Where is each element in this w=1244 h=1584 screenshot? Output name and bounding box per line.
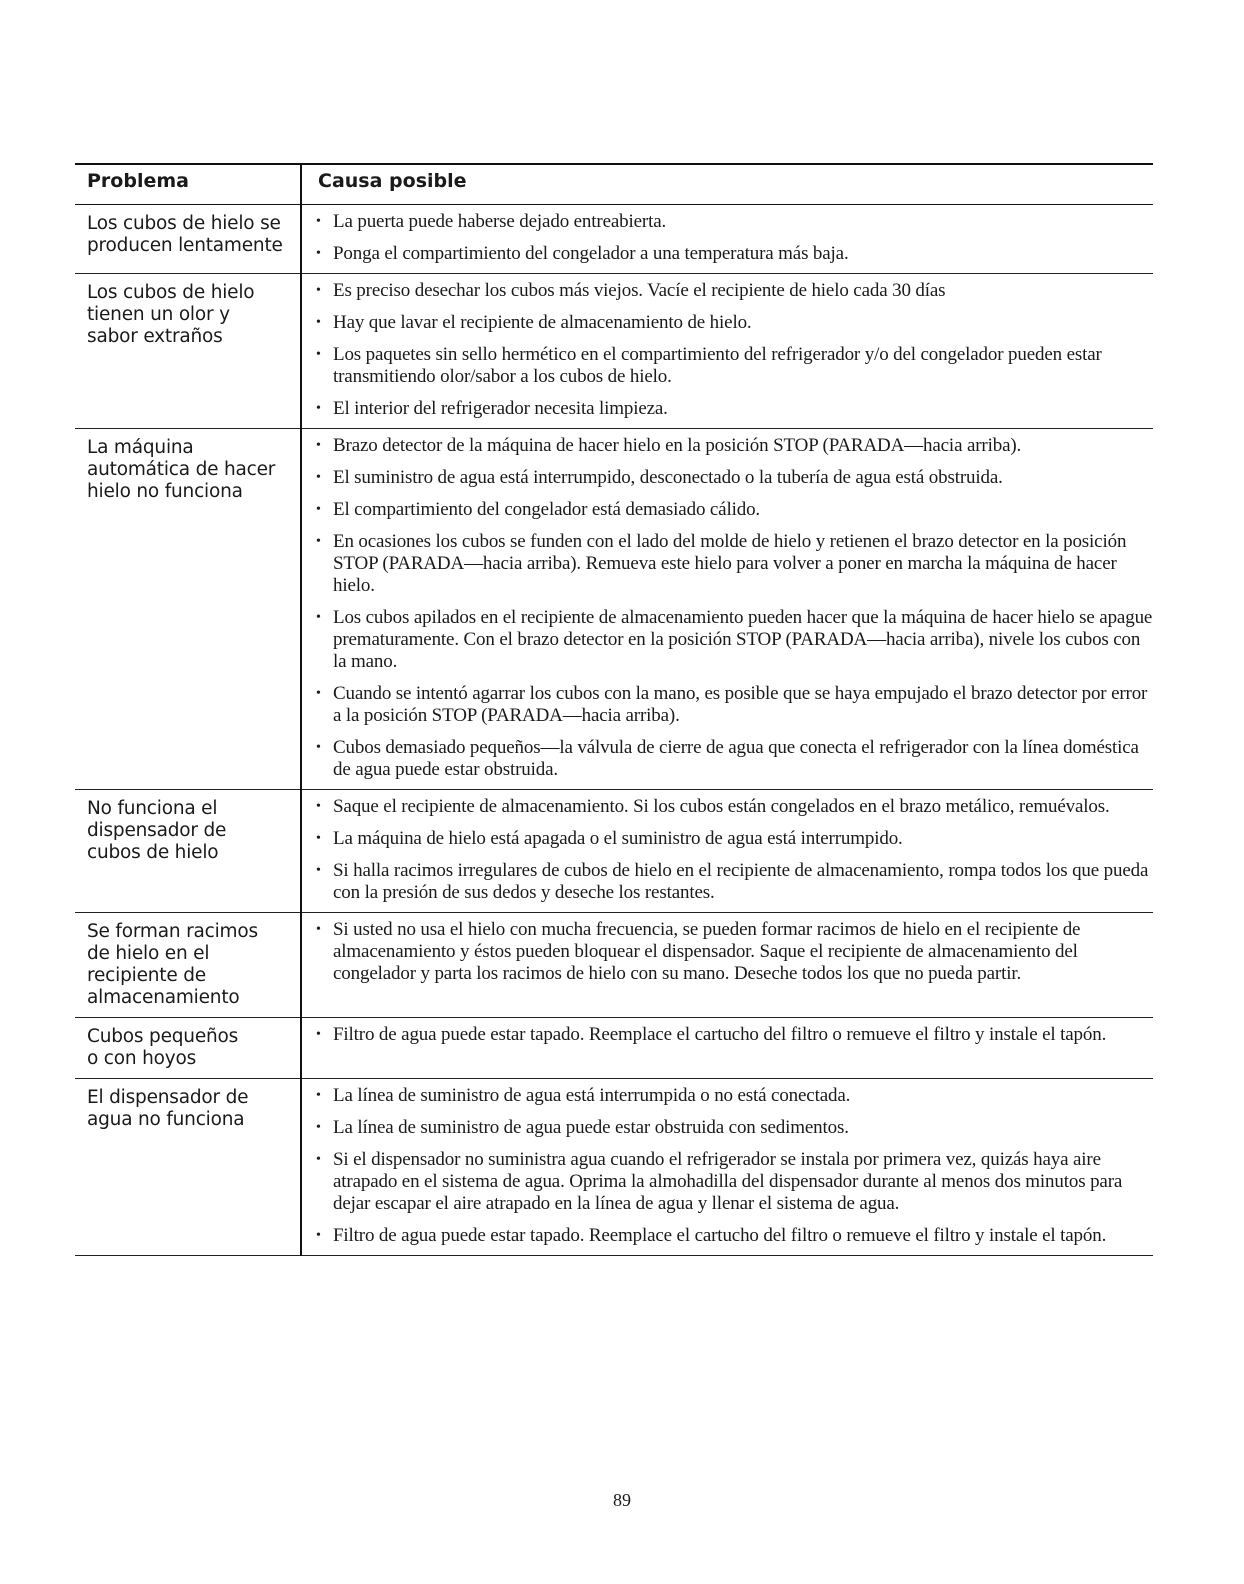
cause-item [316, 1085, 1153, 1107]
problem-cell: Los cubos de hielo tienen un olor y sabor extraños [75, 274, 301, 429]
table-row [75, 429, 1153, 790]
problem-cell: La máquina automática de hacer hielo no funciona [75, 429, 301, 790]
cause-item [316, 737, 1153, 781]
cause-text: El suministro de agua está interrumpido, desconectado o la tubería de agua está obstruida. [333, 467, 1003, 488]
table-row [75, 913, 1153, 1018]
bullet-icon: • [316, 1228, 321, 1243]
cause-cell [301, 790, 1153, 913]
cause-item [316, 1149, 1153, 1215]
cause-item [316, 211, 1153, 233]
cause-item [316, 531, 1153, 597]
table-row [75, 205, 1153, 274]
cause-text: El interior del refrigerador necesita limpieza. [333, 398, 668, 419]
cause-item [316, 243, 1153, 265]
bullet-icon: • [316, 347, 321, 362]
table-body [75, 205, 1153, 1256]
cause-text: La línea de suministro de agua está interrumpida o no está conectada. [333, 1085, 851, 1106]
cause-item [316, 1024, 1153, 1046]
cause-cell [301, 1079, 1153, 1256]
cause-item [316, 312, 1153, 334]
header-problem: Problema [75, 164, 301, 205]
cause-text: La puerta puede haberse dejado entreabierta. [333, 211, 667, 232]
cause-text: Hay que lavar el recipiente de almacenamiento de hielo. [333, 312, 752, 333]
troubleshooting-table [75, 163, 1153, 1256]
problem-cell: Cubos pequeños o con hoyos [75, 1018, 301, 1079]
table-header-row [75, 164, 1153, 205]
cause-text: Los paquetes sin sello hermético en el compartimiento del refrigerador y/o del congelador pueden estar transmitiendo olor/sabor a los cubos de hielo. [333, 344, 1102, 387]
cause-text: La línea de suministro de agua puede estar obstruida con sedimentos. [333, 1117, 849, 1138]
cause-text: Es preciso desechar los cubos más viejos. Vacíe el recipiente de hielo cada 30 días [333, 280, 946, 301]
problem-cell: Los cubos de hielo se producen lentamente [75, 205, 301, 274]
table-row [75, 1079, 1153, 1256]
bullet-icon: • [316, 534, 321, 549]
bullet-icon: • [316, 740, 321, 755]
bullet-icon: • [316, 438, 321, 453]
bullet-icon: • [316, 686, 321, 701]
cause-item [316, 344, 1153, 388]
bullet-icon: • [316, 1152, 321, 1167]
cause-item [316, 1117, 1153, 1139]
cause-text: Ponga el compartimiento del congelador a una temperatura más baja. [333, 243, 849, 264]
problem-cell: No funciona el dispensador de cubos de hielo [75, 790, 301, 913]
bullet-icon: • [316, 214, 321, 229]
cause-item [316, 467, 1153, 489]
problem-cell: Se forman racimos de hielo en el recipiente de almacenamiento [75, 913, 301, 1018]
cause-text: Si halla racimos irregulares de cubos de hielo en el recipiente de almacenamiento, rompa todos los que pueda con la presión de sus dedos y deseche los restantes. [333, 860, 1149, 903]
cause-text: Los cubos apilados en el recipiente de almacenamiento pueden hacer que la máquina de hacer hielo se apague prematuramente. Con el brazo detector en la posición STOP (PARADA—hacia arriba), nivele los cubos con la mano. [333, 607, 1153, 672]
cause-cell [301, 205, 1153, 274]
cause-text: Filtro de agua puede estar tapado. Reemplace el cartucho del filtro o remueve el filtro y instale el tapón. [333, 1225, 1107, 1246]
bullet-icon: • [316, 502, 321, 517]
bullet-icon: • [316, 283, 321, 298]
cause-text: En ocasiones los cubos se funden con el lado del molde de hielo y retienen el brazo detector en la posición STOP (PARADA—hacia arriba). Remueva este hielo para volver a poner en marcha la máquina de hacer hielo. [333, 531, 1127, 596]
cause-text: Saque el recipiente de almacenamiento. Si los cubos están congelados en el brazo metálico, remuévalos. [333, 796, 1110, 817]
cause-text: Si usted no usa el hielo con mucha frecuencia, se pueden formar racimos de hielo en el recipiente de almacenamiento y éstos pueden bloquear el dispensador. Saque el recipiente de almacenamiento del congelador y parta los racimos de hielo con su mano. Deseche todos los que no pueda partir. [333, 919, 1081, 984]
cause-cell [301, 274, 1153, 429]
cause-text: Brazo detector de la máquina de hacer hielo en la posición STOP (PARADA—hacia arriba). [333, 435, 1022, 456]
bullet-icon: • [316, 1088, 321, 1103]
problem-cell: El dispensador de agua no funciona [75, 1079, 301, 1256]
table-row [75, 790, 1153, 913]
table-row [75, 1018, 1153, 1079]
cause-cell [301, 913, 1153, 1018]
table-row [75, 274, 1153, 429]
bullet-icon: • [316, 401, 321, 416]
bullet-icon: • [316, 922, 321, 937]
bullet-icon: • [316, 610, 321, 625]
cause-text: Si el dispensador no suministra agua cuando el refrigerador se instala por primera vez, quizás haya aire atrapado en el sistema de agua. Oprima la almohadilla del dispensador durante al menos dos minutos para dejar escapar el aire atrapado en la línea de agua y llenar el sistema de agua. [333, 1149, 1123, 1214]
bullet-icon: • [316, 1027, 321, 1042]
cause-item [316, 919, 1153, 985]
cause-item [316, 607, 1153, 673]
page-number: 89 [613, 1490, 631, 1510]
cause-item [316, 828, 1153, 850]
bullet-icon: • [316, 831, 321, 846]
cause-text: Cuando se intentó agarrar los cubos con la mano, es posible que se haya empujado el brazo detector por error a la posición STOP (PARADA—hacia arriba). [333, 683, 1148, 726]
cause-cell [301, 1018, 1153, 1079]
cause-item [316, 499, 1153, 521]
bullet-icon: • [316, 470, 321, 485]
bullet-icon: • [316, 315, 321, 330]
header-cause: Causa posible [301, 164, 1153, 205]
cause-item [316, 435, 1153, 457]
cause-cell [301, 429, 1153, 790]
cause-item [316, 860, 1153, 904]
cause-text: El compartimiento del congelador está demasiado cálido. [333, 499, 761, 520]
cause-item [316, 796, 1153, 818]
cause-item [316, 398, 1153, 420]
cause-item [316, 683, 1153, 727]
cause-text: Filtro de agua puede estar tapado. Reemplace el cartucho del filtro o remueve el filtro y instale el tapón. [333, 1024, 1107, 1045]
cause-text: Cubos demasiado pequeños—la válvula de cierre de agua que conecta el refrigerador con la línea doméstica de agua puede estar obstruida. [333, 737, 1139, 780]
cause-item [316, 280, 1153, 302]
bullet-icon: • [316, 863, 321, 878]
bullet-icon: • [316, 246, 321, 261]
bullet-icon: • [316, 1120, 321, 1135]
cause-text: La máquina de hielo está apagada o el suministro de agua está interrumpido. [333, 828, 903, 849]
cause-item [316, 1225, 1153, 1247]
bullet-icon: • [316, 799, 321, 814]
